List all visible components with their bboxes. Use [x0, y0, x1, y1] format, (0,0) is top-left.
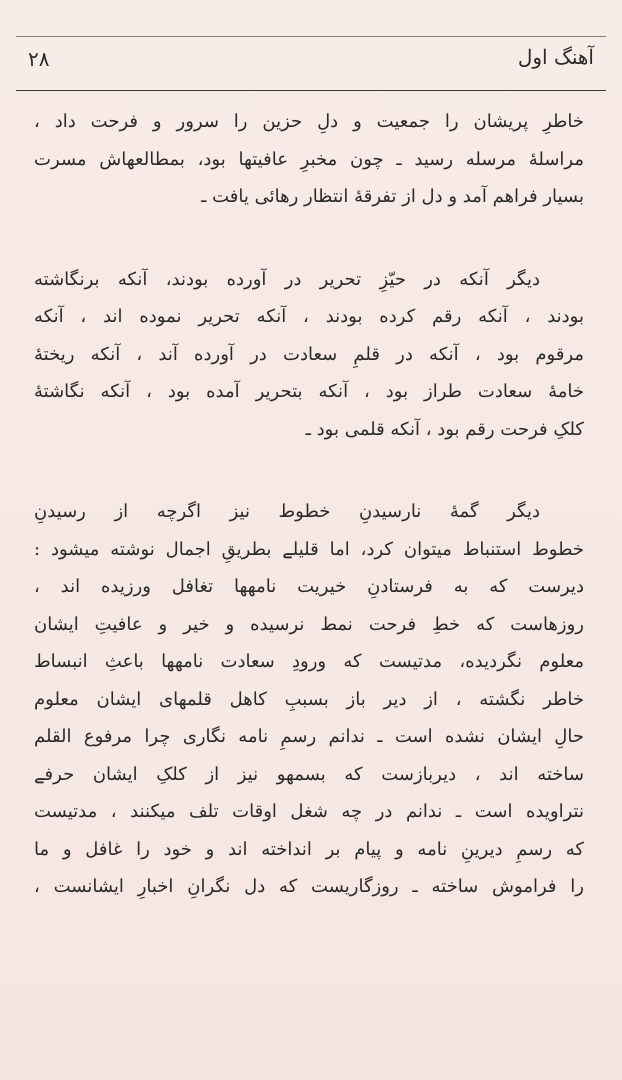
page-number: ۲۸ [28, 47, 50, 71]
text-line: ساخته اند ، دیربازست که بسمهو نیز از کلکِ ایشان حرفے [34, 763, 584, 785]
text-line: را فراموش ساخته ـ روزگاریست که دل نگرانِ اخبارِ ایشانست ، [34, 876, 584, 897]
text-line: خاطر نگشته ، از دیر باز بسببِ کاهل قلمهای ایشان معلوم [34, 688, 584, 710]
text-line: دیرست که به فرستادنِ خیریت نامهها تغافل ورزیده اند ، [34, 576, 584, 597]
paragraph-gap [34, 216, 584, 261]
paragraph-3 [34, 493, 584, 906]
top-border-rule [16, 36, 606, 37]
text-line: دیگر گمهٔ نارسیدنِ خطوط نیز اگرچه از رسیدنِ [34, 501, 540, 522]
paragraph-gap [34, 448, 584, 493]
text-line: دیگر آنکه در حیّزِ تحریر در آورده بودند، آنکه برنگاشته [34, 268, 540, 290]
text-line: حالِ ایشان نشده است ـ ندانم رسمِ نامه نگاری چرا مرفوع القلم [34, 726, 584, 747]
paragraph-2 [34, 261, 584, 449]
running-title: آهنگ اول [517, 45, 594, 69]
paragraph-1 [34, 103, 584, 216]
text-line: معلوم نگردیده، مدتیست که ورودِ سعادت نامهها باعثِ انبساط [34, 651, 584, 672]
text-line: که رسمِ دیرینِ نامه و پیام بر انداخته اند و خود را غافل و ما [34, 838, 584, 860]
text-line: روزهاست که خطِ فرحت نمط نرسیده و خیر و عافیتِ ایشان [34, 613, 584, 635]
page-body [34, 103, 584, 906]
text-line: خطوط استنباط میتوان کرد، اما قلیلے بطریقِ اجمال نوشته میشود : [34, 538, 584, 560]
text-line: خامهٔ سعادت طراز بود ، آنکه بتحریر آمده بود ، آنکه نگاشتهٔ [34, 381, 584, 402]
page-header [28, 45, 594, 85]
text-line: مرقوم بود ، آنکه در قلمِ سعادت در آورده آند ، آنکه ریختهٔ [34, 343, 584, 365]
text-line: مراسلهٔ مرسله رسید ـ چون مخبرِ عافیتها بود، بمطالعهاش مسرت [34, 148, 584, 170]
text-line: نتراویده است ـ ندانم در چه شغل اوقات تلف میکنند ، مدتیست [34, 801, 584, 822]
text-line: کلکِ فرحت رقم بود ، آنکه قلمی بود ـ [305, 418, 584, 440]
header-divider [16, 90, 606, 91]
text-line: بسیار فراهم آمد و دل از تفرقهٔ انتظار رهائی یافت ـ [201, 186, 584, 207]
text-line: خاطرِ پریشان را جمعیت و دلِ حزین را سرور و فرحت داد ، [34, 111, 584, 132]
text-line: بودند ، آنکه رقم کرده بودند ، آنکه تحریر نموده اند ، آنکه [34, 306, 584, 327]
